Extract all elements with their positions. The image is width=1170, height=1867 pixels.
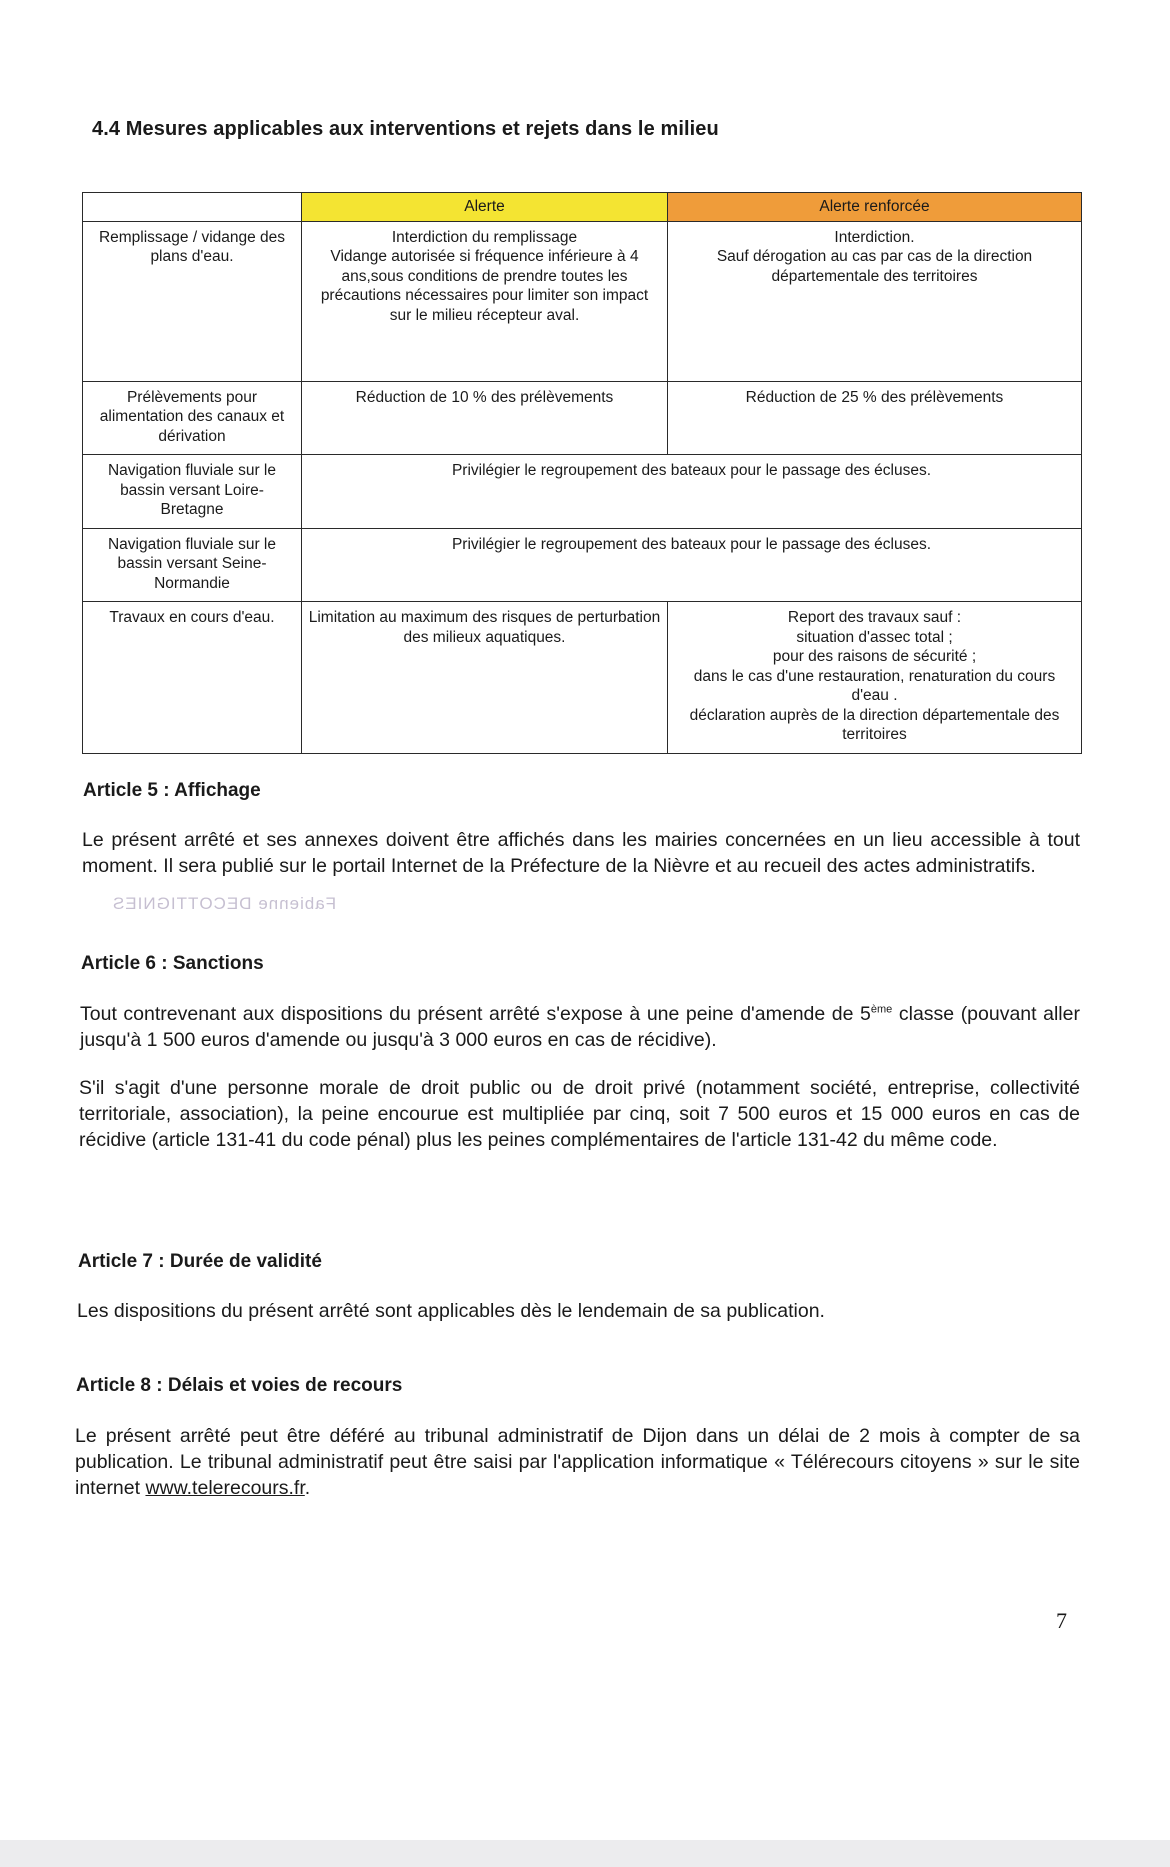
cell-line: Réduction de 10 % des prélèvements <box>355 388 614 406</box>
cell-merged: Privilégier le regroupement des bateaux pour le passage des écluses. <box>302 528 1082 602</box>
cell-line: Limitation au maximum des risques de perturbation des milieux aquatiques. <box>308 609 661 646</box>
article-7-title: Article 7 : Durée de validité <box>78 1251 322 1272</box>
table-row <box>83 455 1082 529</box>
article-5-text: Le présent arrêté et ses annexes doivent être affichés dans les mairies concernées en un lieu accessible à tout moment. Il sera publié sur le portail Internet de la Préfecture de la Nièvre et au recueil des actes administratifs. <box>82 829 1080 877</box>
table-header-row <box>83 193 1082 222</box>
section-title: 4.4 Mesures applicables aux interventions et rejets dans le milieu <box>92 118 719 140</box>
cell-alerte <box>302 602 668 754</box>
article-7-text: Les dispositions du présent arrêté sont applicables dès le lendemain de sa publication. <box>77 1300 825 1322</box>
telerecours-link[interactable]: www.telerecours.fr <box>145 1477 305 1499</box>
table-row <box>83 381 1082 455</box>
row-label: Prélèvements pour alimentation des canaux et dérivation <box>83 381 302 455</box>
cell-line: dans le cas d'une restauration, renaturation du cours d'eau . <box>693 667 1056 704</box>
table-row <box>83 602 1082 754</box>
cell-line: situation d'assec total ; <box>796 628 953 646</box>
cell-alerte-renforcee <box>668 381 1082 455</box>
article-8-title: Article 8 : Délais et voies de recours <box>76 1375 403 1396</box>
page-number: 7 <box>1056 1608 1067 1633</box>
cell-merged: Privilégier le regroupement des bateaux pour le passage des écluses. <box>302 455 1082 529</box>
cell-line: Interdiction. <box>834 228 915 246</box>
header-alerte-renforcee: Alerte renforcée <box>668 193 1082 222</box>
article-6-paragraph-2: S'il s'agit d'une personne morale de droit public ou de droit privé (notamment société, entreprise, collectivité territoriale, association), la peine encourue est multipliée par cinq, soit 7 500 euros et 15 000 euros en cas de récidive (article 131-41 du code pénal) plus les peines complémentaires de l'article 131-42 du même code. <box>79 1077 1080 1151</box>
article-6-p1-text-end: classe (pouvant aller jusqu'à 1 500 euros d'amende ou jusqu'à 3 000 euros en cas de récidive). <box>80 1003 1080 1051</box>
row-label: Remplissage / vidange des plans d'eau. <box>83 221 302 381</box>
cell-line: pour des raisons de sécurité ; <box>772 648 977 665</box>
article-5-title: Article 5 : Affichage <box>83 780 261 801</box>
table-header-empty <box>83 193 302 222</box>
article-6-paragraph-1 <box>80 1001 1080 1053</box>
table-row <box>83 221 1082 381</box>
cell-alerte <box>302 221 668 381</box>
cell-line: Réduction de 25 % des prélèvements <box>745 388 1004 406</box>
cell-line: Sauf dérogation au cas par cas de la direction départementale des territoires <box>716 248 1033 285</box>
measures-table <box>82 192 1082 754</box>
cell-line: Report des travaux sauf : <box>787 609 962 626</box>
cell-alerte <box>302 381 668 455</box>
row-label: Navigation fluviale sur le bassin versant Seine-Normandie <box>83 528 302 602</box>
signature-stamp: Fabienne DECOTTIGNIES <box>112 894 337 913</box>
article-6-title: Article 6 : Sanctions <box>81 953 264 974</box>
row-label: Navigation fluviale sur le bassin versant Loire-Bretagne <box>83 455 302 529</box>
article-8-body: Le présent arrêté peut être déféré au tribunal administratif de Dijon dans un délai de 2 mois à compter de sa publication. Le tribunal administratif peut être saisi par l'application informatique « Télérecours citoyens » sur le site internet <box>75 1425 1080 1499</box>
article-8-text <box>75 1423 1080 1501</box>
table-row <box>83 528 1082 602</box>
cell-line: Vidange autorisée si fréquence inférieure à 4 ans,sous conditions de prendre toutes les précautions nécessaires pour limiter son impact sur le milieu récepteur aval. <box>320 248 649 324</box>
article-6-p1-text: Tout contrevenant aux dispositions du présent arrêté s'expose à une peine d'amende de 5 <box>80 1003 871 1025</box>
cell-alerte-renforcee <box>668 221 1082 381</box>
cell-line: déclaration auprès de la direction départementale des territoires <box>689 706 1060 743</box>
cell-line: Interdiction du remplissage <box>391 228 578 246</box>
cell-alerte-renforcee <box>668 602 1082 754</box>
article-8-end: . <box>304 1477 311 1499</box>
row-label: Travaux en cours d'eau. <box>83 602 302 754</box>
header-alerte: Alerte <box>302 193 668 222</box>
viewer-bottom-strip <box>0 1840 1170 1867</box>
superscript: ème <box>870 1003 893 1016</box>
